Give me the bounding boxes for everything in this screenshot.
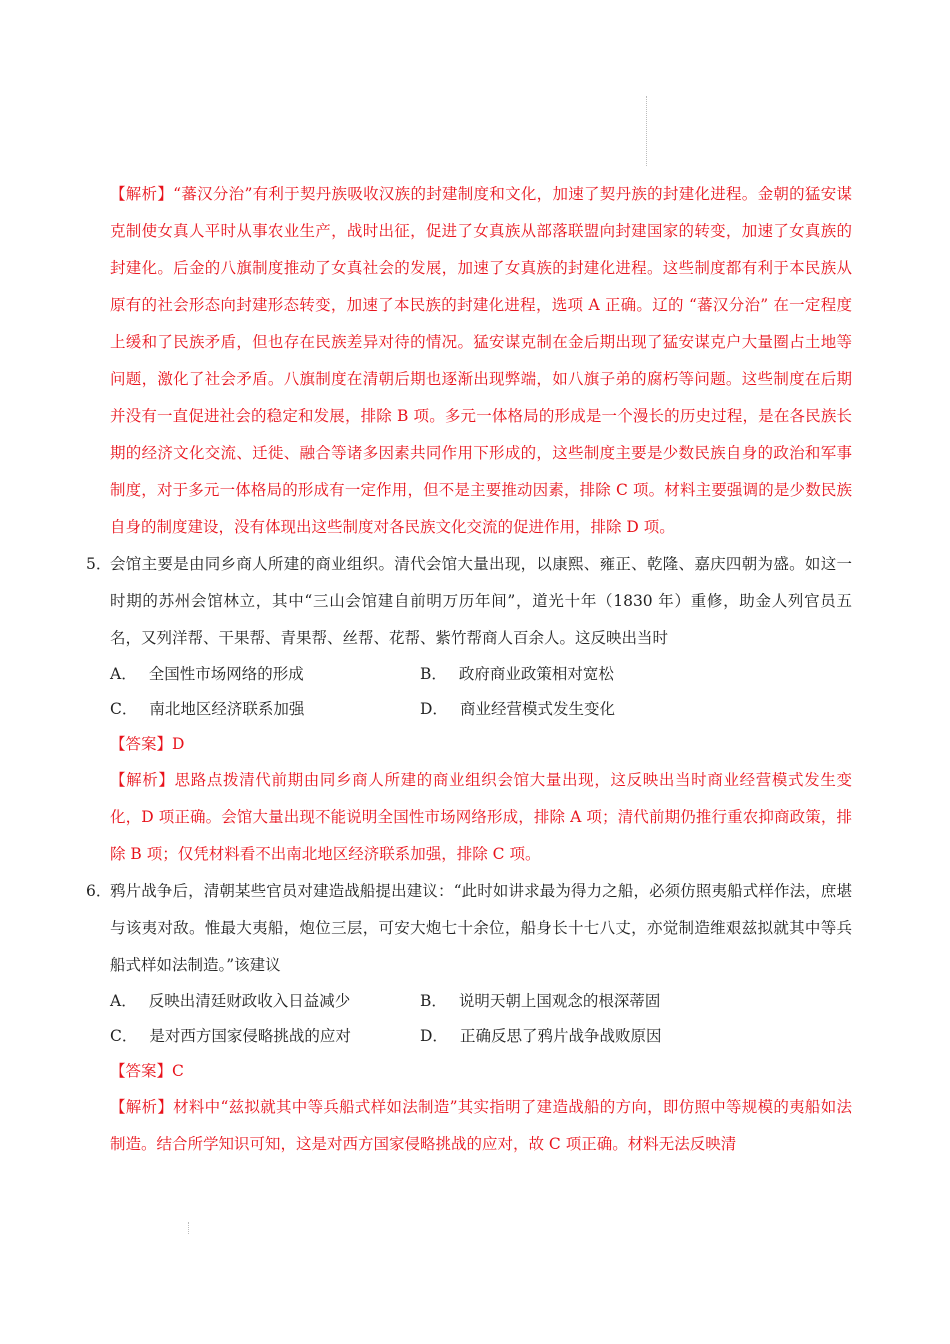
analysis-text: 材料中“兹拟就其中等兵船式样如法制造”其实指明了建造战船的方向，即仿照中等规模的夷船如法制造。结合所学知识可知，这是对西方国家侵略挑战的应对，故 C 项正确。材料无法反映清 [110,1098,852,1153]
analysis-tag: 【解析】 [110,1098,174,1116]
option-letter: B． [420,665,447,683]
option-letter: A． [110,992,137,1010]
question-6 [86,873,852,1163]
analysis-tag: 【解析】 [110,771,175,789]
answer-value: C [172,1062,184,1080]
option-d[interactable] [420,692,852,727]
option-letter: B． [420,992,447,1010]
document-content [86,176,852,1163]
option-text: 说明天朝上国观念的根深蒂固 [458,992,661,1010]
question-number: 6． [86,882,112,900]
question-number: 5． [86,555,112,573]
question-text: 鸦片战争后，清朝某些官员对建造战船提出建议：“此时如讲求最为得力之船，必须仿照夷船式样作法，庶堪与该夷对敌。惟最大夷船，炮位三层，可安大炮七十余位，船身长十七八丈，亦觉制造维艰兹拟就其中等兵船式样如法制造。”该建议 [110,882,852,974]
option-text: 是对西方国家侵略挑战的应对 [149,1027,351,1045]
option-text: 政府商业政策相对宽松 [458,665,614,683]
question-5 [86,546,852,873]
option-text: 正确反思了鸦片战争战败原因 [459,1027,662,1045]
analysis-text: 思路点拨清代前期由同乡商人所建的商业组织会馆大量出现，这反映出当时商业经营模式发生变化，D 项正确。会馆大量出现不能说明全国性市场网络形成，排除 A 项；清代前期仍推行重农抑商政策，排除 B 项；仅凭材料看不出南北地区经济联系加强，排除 C 项。 [110,771,852,863]
option-letter: C． [110,700,138,718]
option-a[interactable] [110,657,420,692]
option-d[interactable] [420,1019,852,1054]
options-grid [110,984,852,1054]
question-stem [86,546,852,657]
analysis-paragraph-q5 [110,762,852,873]
decorative-dotted-line-bottom [188,1222,193,1234]
answer-tag: 【答案】 [110,1062,173,1080]
analysis-text: “蕃汉分治”有利于契丹族吸收汉族的封建制度和文化，加速了契丹族的封建化进程。金朝的猛安谋克制使女真人平时从事农业生产，战时出征，促进了女真族从部落联盟向封建国家的转变，加速了女真族的封建化。后金的八旗制度推动了女真社会的发展，加速了女真族的封建化进程。这些制度都有利于本民族从原有的社会形态向封建形态转变，加速了本民族的封建化进程，选项 A 正确。辽的 “蕃汉分治” 在一定程度上缓和了民族矛盾，但也存在民族差异对待的情况。猛安谋克制在金后期出现了猛安谋克户大量圈占土地等问题，激化了社会矛盾。八旗制度在清朝后期也逐渐出现弊端，如八旗子弟的腐朽等问题。这些制度在后期并没有一直促进社会的稳定和发展，排除 B 项。多元一体格局的形成是一个漫长的历史过程，是在各民族长期的经济文化交流、迁徙、融合等诸多因素共同作用下形成的，这些制度主要是少数民族自身的政治和军事制度，对于多元一体格局的形成有一定作用，但不是主要推动因素，排除 C 项。材料主要强调的是少数民族自身的制度建设，没有体现出这些制度对各民族文化交流的促进作用，排除 D 项。 [110,185,852,536]
question-stem [86,873,852,984]
option-text: 南北地区经济联系加强 [149,700,305,718]
options-grid [110,657,852,727]
analysis-paragraph-q6 [110,1089,852,1163]
option-letter: A． [110,665,137,683]
answer-line [110,727,852,762]
analysis-tag: 【解析】 [110,185,174,203]
analysis-paragraph-q4 [110,176,852,546]
option-c[interactable] [110,692,420,727]
option-text: 反映出清廷财政收入日益减少 [148,992,351,1010]
option-letter: D． [420,700,448,718]
decorative-dotted-line [646,96,651,166]
option-c[interactable] [110,1019,420,1054]
option-b[interactable] [420,984,852,1019]
answer-tag: 【答案】 [110,735,173,753]
answer-line [110,1054,852,1089]
option-a[interactable] [110,984,420,1019]
option-text: 全国性市场网络的形成 [148,665,304,683]
option-text: 商业经营模式发生变化 [459,700,615,718]
answer-value: D [172,735,185,753]
question-text: 会馆主要是由同乡商人所建的商业组织。清代会馆大量出现，以康熙、雍正、乾隆、嘉庆四朝为盛。如这一时期的苏州会馆林立，其中“三山会馆建自前明万历年间”，道光十年（1830 年）重修，助金人列官员五名，又列洋帮、干果帮、青果帮、丝帮、花帮、紫竹帮商人百余人。这反映出当时 [110,555,852,647]
option-b[interactable] [420,657,852,692]
option-letter: C． [110,1027,138,1045]
option-letter: D． [420,1027,448,1045]
